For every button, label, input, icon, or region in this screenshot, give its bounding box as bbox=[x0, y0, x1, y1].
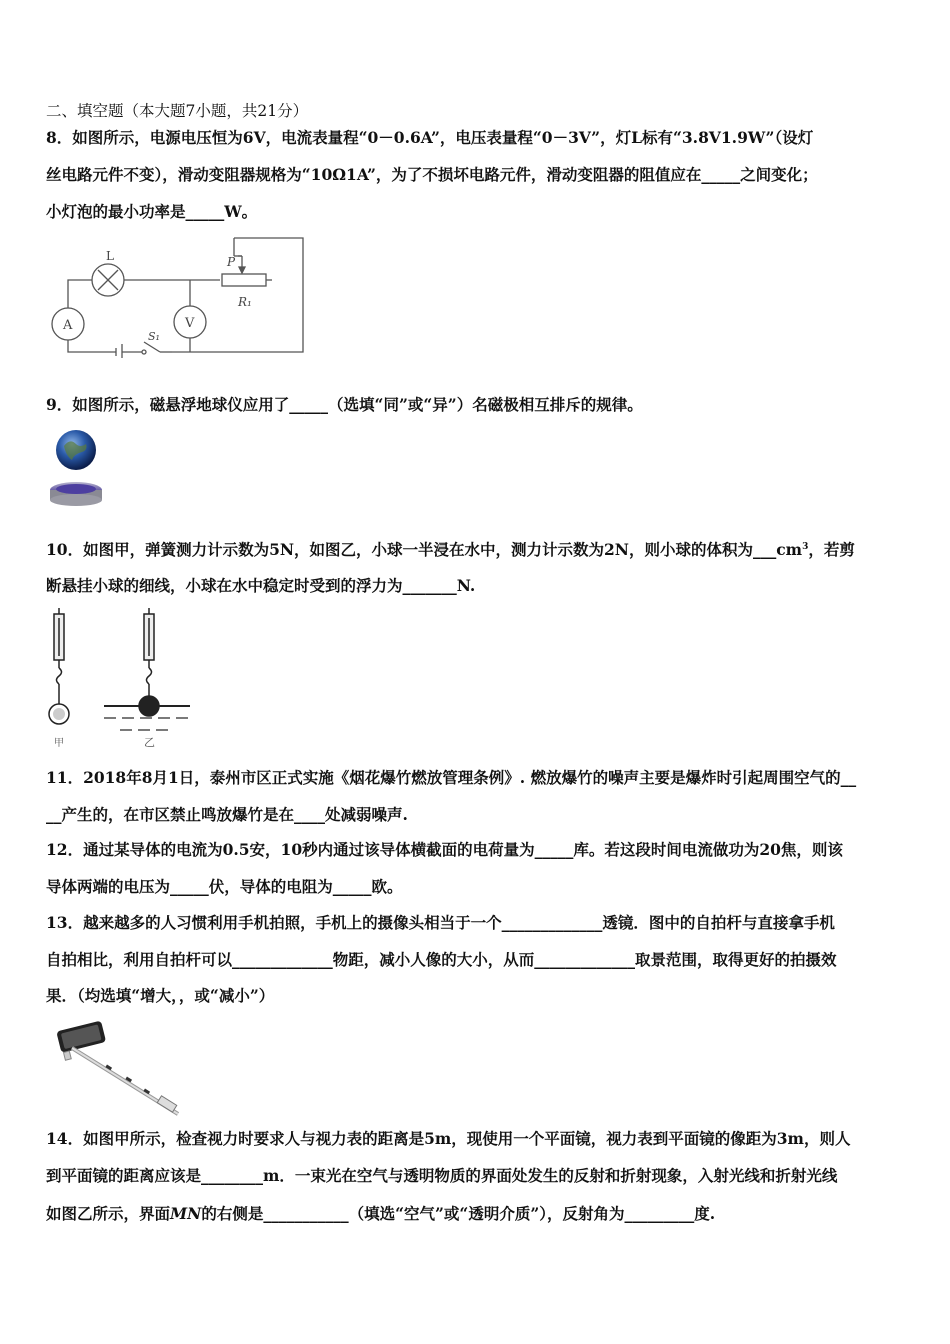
q14-interface-mn: MN bbox=[170, 1204, 202, 1223]
q10-line-1-tail: ，若剪 bbox=[808, 540, 855, 560]
q9-line-1: 9．如图所示，磁悬浮地球仪应用了_____（选填“同”或“异”）名磁极相互排斥的规律。 bbox=[46, 395, 643, 414]
q14-line-3 bbox=[46, 1204, 715, 1224]
q9-maglev-globe-image bbox=[46, 428, 110, 508]
q8-fig-voltmeter-label: V bbox=[185, 316, 195, 331]
q13-selfie-stick-image bbox=[50, 1016, 190, 1120]
q13-line-1: 13．越来越多的人习惯利用手机拍照，手机上的摄像头相当于一个_____________透镜．图中的自拍杆与直接拿手机 bbox=[46, 913, 835, 932]
q10-line-2: 断悬挂小球的细线，小球在水中稳定时受到的浮力为_______N. bbox=[46, 576, 476, 595]
q14-line-3-tail: 的右侧是___________（填选“空气”或“透明介质”），反射角为_________度. bbox=[201, 1204, 716, 1223]
section-heading: 二、填空题（本大题7小题，共21分） bbox=[46, 102, 309, 120]
q11-line-1: 11．2018年8月1日，泰州市区正式实施《烟花爆竹燃放管理条例》. 燃放爆竹的噪声主要是爆炸时引起周围空气的__ bbox=[46, 768, 857, 787]
q11-line-2: __产生的，在市区禁止鸣放爆竹是在____处减弱噪声. bbox=[46, 805, 408, 824]
q13-line-3: 果．（均选填“增大，，或“减小”） bbox=[46, 986, 275, 1005]
q10-line-1 bbox=[46, 537, 855, 560]
q12-line-1: 12．通过某导体的电流为0.5安，10秒内通过该导体横截面的电荷量为_____库。若这段时间电流做功为20焦，则该 bbox=[46, 840, 843, 859]
q8-fig-slider-label: P bbox=[227, 255, 236, 269]
q10-spring-scale-figure bbox=[40, 606, 200, 752]
q8-fig-ammeter-label: A bbox=[63, 318, 73, 333]
q8-circuit-diagram bbox=[46, 234, 310, 358]
q8-fig-switch-label: S₁ bbox=[148, 330, 160, 343]
q8-fig-resistor-label: R₁ bbox=[238, 295, 252, 309]
q14-line-3-text: 如图乙所示，界面 bbox=[46, 1204, 171, 1223]
q12-line-2: 导体两端的电压为_____伏，导体的电阻为_____欧。 bbox=[46, 877, 403, 896]
q13-line-2: 自拍相比，利用自拍杆可以_____________物距，减小人像的大小，从而_____________取景范围，取得更好的拍摄效 bbox=[46, 950, 837, 969]
q14-line-2: 到平面镜的距离应该是________m．一束光在空气与透明物质的界面处发生的反射和折射现象，入射光线和折射光线 bbox=[46, 1166, 838, 1185]
q8-line-1: 8．如图所示，电源电压恒为6V，电流表量程“0－0.6A”，电压表量程“0－3V”，灯L标有“3.8V1.9W”（设灯 bbox=[46, 128, 814, 147]
q8-line-2: 丝电路元件不变），滑动变阻器规格为“10Ω1A”，为了不损坏电路元件，滑动变阻器的阻值应在_____之间变化； bbox=[46, 165, 818, 184]
q8-fig-lamp-label: L bbox=[106, 249, 114, 263]
q10-fig-jia-label: 甲 bbox=[54, 738, 64, 749]
q10-line-1-text: 10．如图甲，弹簧测力计示数为5N，如图乙，小球一半浸在水中，测力计示数为2N，则小球的体积为___cm bbox=[46, 540, 803, 560]
q10-unit-superscript: 3 bbox=[802, 542, 809, 552]
q8-line-3: 小灯泡的最小功率是_____W。 bbox=[46, 202, 258, 221]
q14-line-1: 14．如图甲所示，检查视力时要求人与视力表的距离是5m，现使用一个平面镜，视力表到平面镜的像距为3m，则人 bbox=[46, 1129, 851, 1148]
q10-fig-yi-label: 乙 bbox=[144, 736, 155, 749]
